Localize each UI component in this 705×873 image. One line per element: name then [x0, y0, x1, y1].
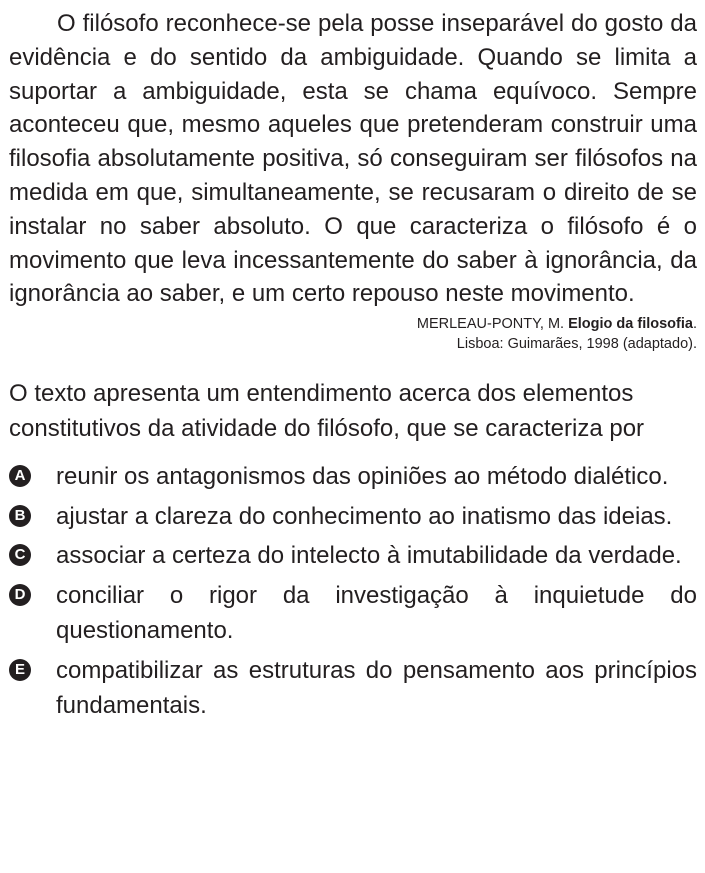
citation-title-period: .	[692, 316, 697, 333]
option-d-letter-badge: D	[9, 584, 31, 606]
exam-question	[9, 7, 697, 728]
option-e-text: compatibilizar as estruturas do pensamento aos princípios fundamentais.	[56, 656, 697, 720]
option-a-text: reunir os antagonismos das opiniões ao método dialético.	[56, 463, 669, 491]
option-b[interactable]	[9, 499, 697, 535]
passage-text: O filósofo reconhece-se pela posse inseparável do gosto da evidência e do sentido da ambiguidade. Quando se limita a suportar a ambiguidade, esta se chama equívoco. Sempre aconteceu que, mesmo aqueles que pretenderam construir uma filosofia absolutamente positiva, só conseguiram ser filósofos na medida em que, simultaneamente, se recusaram o direito de se instalar no saber absoluto. O que caracteriza o filósofo é o movimento que leva incessantemente do saber à ignorância, da ignorância ao saber, e um certo repouso neste movimento.	[9, 10, 697, 308]
option-d-text: conciliar o rigor da investigação à inquietude do questionamento.	[56, 581, 697, 645]
question-stem: O texto apresenta um entendimento acerca dos elementos constitutivos da atividade do filósofo, que se caracteriza por	[9, 380, 645, 443]
option-b-letter-badge: B	[9, 505, 31, 527]
citation-title: Elogio da filosofia	[568, 316, 693, 333]
option-c[interactable]	[9, 538, 697, 574]
option-a[interactable]	[9, 459, 697, 495]
citation-line-1	[9, 314, 697, 334]
option-c-letter-badge: C	[9, 544, 31, 566]
option-a-letter-badge: A	[9, 465, 31, 487]
citation-publisher: Lisboa: Guimarães, 1998 (adaptado).	[456, 336, 697, 353]
option-e-letter-badge: E	[9, 659, 31, 681]
option-d[interactable]	[9, 578, 697, 649]
answer-options	[9, 459, 697, 724]
citation	[9, 314, 697, 354]
option-b-text: ajustar a clareza do conhecimento ao inatismo das ideias.	[56, 502, 673, 530]
citation-author: MERLEAU-PONTY, M.	[416, 316, 569, 333]
option-c-text: associar a certeza do intelecto à imutabilidade da verdade.	[56, 542, 682, 570]
option-e[interactable]	[9, 653, 697, 724]
